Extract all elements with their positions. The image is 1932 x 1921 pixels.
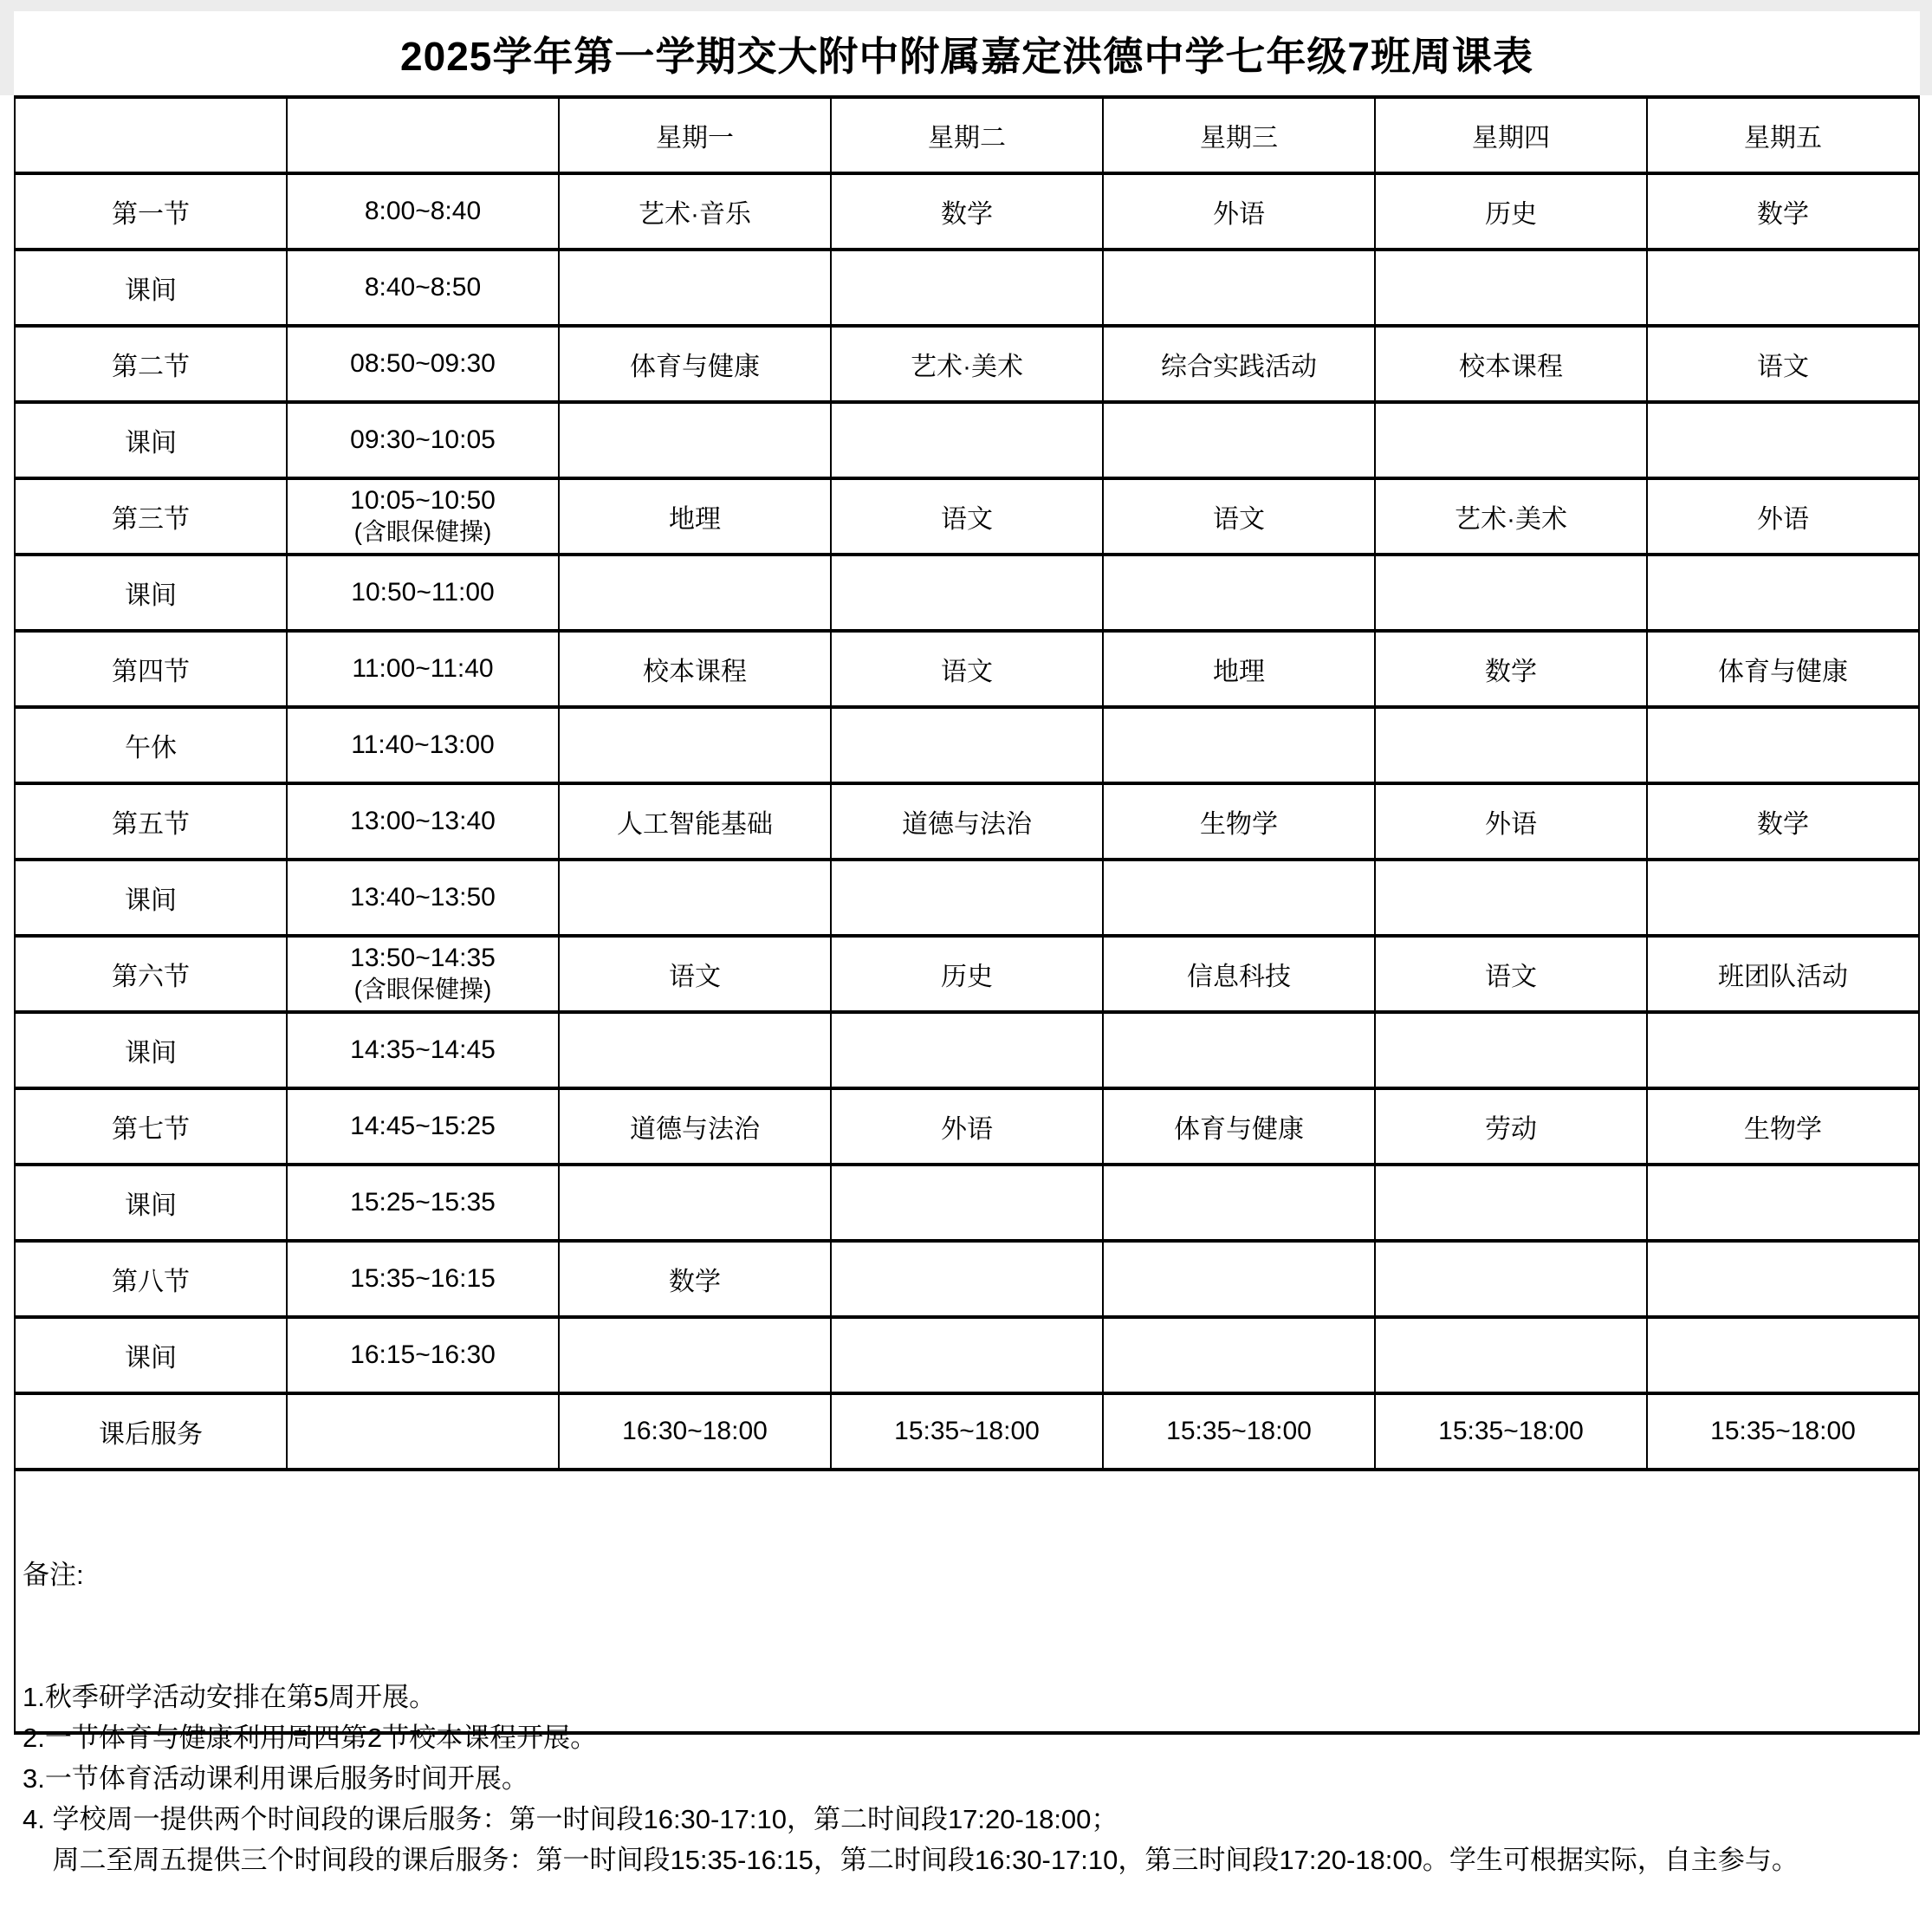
subject-cell [559, 1012, 831, 1088]
subject-cell: 15:35~18:00 [1375, 1393, 1647, 1470]
subject-cell [1647, 1165, 1919, 1241]
subject-cell: 劳动 [1375, 1088, 1647, 1165]
time-cell [287, 783, 559, 860]
period-cell: 第一节 [15, 173, 287, 250]
subject-cell: 语文 [1375, 936, 1647, 1012]
time-range: 10:05~10:50 [350, 486, 496, 515]
subject-cell [1647, 402, 1919, 478]
subject-cell: 校本课程 [559, 631, 831, 707]
period-cell: 课间 [15, 555, 287, 631]
time-cell [287, 326, 559, 402]
schedule-row [15, 631, 1919, 707]
period-cell: 课间 [15, 860, 287, 936]
period-cell: 课间 [15, 1165, 287, 1241]
schedule-row [15, 173, 1919, 250]
time-range: 10:50~11:00 [351, 578, 495, 607]
schedule-row [15, 1165, 1919, 1241]
subject-cell: 语文 [1103, 478, 1375, 555]
note-line: 2.一节体育与健康利用周四第2节校本课程开展。 [23, 1723, 598, 1753]
schedule-row [15, 326, 1919, 402]
day-header-cell: 星期五 [1647, 97, 1919, 173]
time-cell [287, 555, 559, 631]
subject-cell: 综合实践活动 [1103, 326, 1375, 402]
subject-cell [1103, 1241, 1375, 1317]
time-extra-note: (含眼保健操) [353, 518, 492, 545]
page-margin-top [0, 0, 1932, 11]
subject-cell [1375, 860, 1647, 936]
note-line: 周二至周五提供三个时间段的课后服务：第一时间段15:35-16:15，第二时间段16:30-17:10，第三时间段17:20-18:00。学生可根据实际，自主参与。 [23, 1845, 1799, 1875]
time-cell [287, 1088, 559, 1165]
note-line: 3.一节体育活动课利用课后服务时间开展。 [23, 1763, 528, 1794]
schedule-row [15, 1241, 1919, 1317]
schedule-row [15, 1012, 1919, 1088]
subject-cell: 体育与健康 [1647, 631, 1919, 707]
subject-cell [831, 1165, 1103, 1241]
subject-cell: 体育与健康 [559, 326, 831, 402]
time-range: 11:40~13:00 [351, 730, 495, 759]
time-range: 16:15~16:30 [350, 1340, 496, 1369]
subject-cell [1647, 707, 1919, 783]
subject-cell [559, 860, 831, 936]
time-range: 11:00~11:40 [352, 654, 494, 683]
subject-cell: 语文 [559, 936, 831, 1012]
notes-section [14, 1468, 1920, 1875]
time-cell [287, 173, 559, 250]
subject-cell: 数学 [559, 1241, 831, 1317]
subject-cell [1103, 860, 1375, 936]
subject-cell [1103, 1165, 1375, 1241]
subject-cell [1375, 1241, 1647, 1317]
period-cell: 第四节 [15, 631, 287, 707]
subject-cell: 15:35~18:00 [1103, 1393, 1375, 1470]
time-range: 14:35~14:45 [350, 1035, 496, 1064]
period-cell: 第六节 [15, 936, 287, 1012]
period-cell: 第二节 [15, 326, 287, 402]
subject-cell [1103, 402, 1375, 478]
time-cell [287, 1241, 559, 1317]
subject-cell: 道德与法治 [559, 1088, 831, 1165]
time-cell [287, 250, 559, 326]
subject-cell [1103, 1317, 1375, 1393]
subject-cell: 16:30~18:00 [559, 1393, 831, 1470]
note-line: 1.秋季研学活动安排在第5周开展。 [23, 1682, 437, 1712]
subject-cell [1375, 1165, 1647, 1241]
subject-cell: 历史 [1375, 173, 1647, 250]
header-time-cell [287, 97, 559, 173]
day-header-row [15, 97, 1919, 173]
time-cell [287, 860, 559, 936]
weekly-timetable [14, 95, 1920, 1471]
subject-cell: 语文 [831, 478, 1103, 555]
schedule-row [15, 555, 1919, 631]
subject-cell: 外语 [1375, 783, 1647, 860]
subject-cell: 数学 [1647, 783, 1919, 860]
subject-cell [1375, 1012, 1647, 1088]
subject-cell [831, 402, 1103, 478]
note-line: 4. 学校周一提供两个时间段的课后服务：第一时间段16:30-17:10，第二时间段17:20-18:00； [23, 1804, 1118, 1834]
time-extra-note: (含眼保健操) [353, 976, 492, 1003]
subject-cell [1647, 1317, 1919, 1393]
subject-cell [831, 250, 1103, 326]
period-cell: 第七节 [15, 1088, 287, 1165]
time-cell [287, 1012, 559, 1088]
schedule-row [15, 1317, 1919, 1393]
subject-cell [831, 1317, 1103, 1393]
schedule-row [15, 860, 1919, 936]
subject-cell [559, 1317, 831, 1393]
period-cell: 午休 [15, 707, 287, 783]
time-cell [287, 631, 559, 707]
day-header-cell: 星期三 [1103, 97, 1375, 173]
period-cell: 课间 [15, 402, 287, 478]
day-header-cell: 星期四 [1375, 97, 1647, 173]
subject-cell: 外语 [1647, 478, 1919, 555]
subject-cell [1647, 250, 1919, 326]
subject-cell [559, 555, 831, 631]
subject-cell [559, 402, 831, 478]
subject-cell [831, 707, 1103, 783]
period-cell: 第三节 [15, 478, 287, 555]
subject-cell: 体育与健康 [1103, 1088, 1375, 1165]
period-cell: 课间 [15, 1317, 287, 1393]
subject-cell: 道德与法治 [831, 783, 1103, 860]
subject-cell [1647, 555, 1919, 631]
subject-cell [1375, 555, 1647, 631]
schedule-row [15, 783, 1919, 860]
time-cell [287, 707, 559, 783]
subject-cell [1647, 1012, 1919, 1088]
subject-cell: 地理 [559, 478, 831, 555]
subject-cell: 艺术·音乐 [559, 173, 831, 250]
subject-cell [1103, 1012, 1375, 1088]
schedule-row [15, 707, 1919, 783]
schedule-row [15, 250, 1919, 326]
subject-cell [1103, 707, 1375, 783]
time-range: 14:45~15:25 [350, 1112, 496, 1140]
subject-cell [1647, 1241, 1919, 1317]
period-cell: 第八节 [15, 1241, 287, 1317]
subject-cell [831, 555, 1103, 631]
time-cell [287, 936, 559, 1012]
subject-cell [831, 1012, 1103, 1088]
period-cell: 课后服务 [15, 1393, 287, 1470]
subject-cell [1375, 250, 1647, 326]
page-title: 2025学年第一学期交大附中附属嘉定洪德中学七年级7班周课表 [400, 33, 1533, 79]
subject-cell: 外语 [1103, 173, 1375, 250]
header-period-cell [15, 97, 287, 173]
subject-cell: 生物学 [1103, 783, 1375, 860]
time-range: 15:25~15:35 [350, 1188, 496, 1217]
subject-cell: 数学 [1647, 173, 1919, 250]
subject-cell: 艺术·美术 [831, 326, 1103, 402]
time-range: 8:00~8:40 [364, 197, 482, 225]
subject-cell: 15:35~18:00 [831, 1393, 1103, 1470]
time-range: 15:35~16:15 [350, 1264, 496, 1293]
page-margin-left [0, 11, 14, 95]
subject-cell: 15:35~18:00 [1647, 1393, 1919, 1470]
subject-cell [1375, 1317, 1647, 1393]
subject-cell: 校本课程 [1375, 326, 1647, 402]
day-header-cell: 星期一 [559, 97, 831, 173]
subject-cell [559, 250, 831, 326]
subject-cell: 人工智能基础 [559, 783, 831, 860]
subject-cell: 历史 [831, 936, 1103, 1012]
time-cell [287, 478, 559, 555]
subject-cell: 地理 [1103, 631, 1375, 707]
subject-cell [1647, 860, 1919, 936]
subject-cell: 信息科技 [1103, 936, 1375, 1012]
subject-cell: 生物学 [1647, 1088, 1919, 1165]
schedule-row [15, 1088, 1919, 1165]
time-range: 13:50~14:35 [350, 944, 496, 972]
time-cell [287, 402, 559, 478]
time-range: 08:50~09:30 [350, 349, 496, 378]
notes-label: 备注: [23, 1560, 84, 1590]
subject-cell: 数学 [831, 173, 1103, 250]
time-range: 13:00~13:40 [350, 807, 496, 835]
subject-cell: 艺术·美术 [1375, 478, 1647, 555]
subject-cell [831, 1241, 1103, 1317]
time-range: 09:30~10:05 [350, 425, 496, 454]
period-cell: 课间 [15, 1012, 287, 1088]
schedule-row [15, 478, 1919, 555]
time-cell [287, 1317, 559, 1393]
schedule-row [15, 1393, 1919, 1470]
subject-cell [559, 1165, 831, 1241]
period-cell: 第五节 [15, 783, 287, 860]
subject-cell: 语文 [1647, 326, 1919, 402]
subject-cell [1103, 555, 1375, 631]
page-margin-right [1920, 11, 1932, 95]
period-cell: 课间 [15, 250, 287, 326]
time-range: 8:40~8:50 [364, 273, 482, 302]
schedule-row [15, 936, 1919, 1012]
subject-cell [559, 707, 831, 783]
schedule-row [15, 402, 1919, 478]
subject-cell [1375, 402, 1647, 478]
subject-cell [831, 860, 1103, 936]
subject-cell: 班团队活动 [1647, 936, 1919, 1012]
subject-cell: 语文 [831, 631, 1103, 707]
subject-cell: 数学 [1375, 631, 1647, 707]
subject-cell: 外语 [831, 1088, 1103, 1165]
day-header-cell: 星期二 [831, 97, 1103, 173]
time-range: 13:40~13:50 [350, 883, 496, 912]
time-cell [287, 1165, 559, 1241]
subject-cell [1375, 707, 1647, 783]
time-cell [287, 1393, 559, 1470]
subject-cell [1103, 250, 1375, 326]
